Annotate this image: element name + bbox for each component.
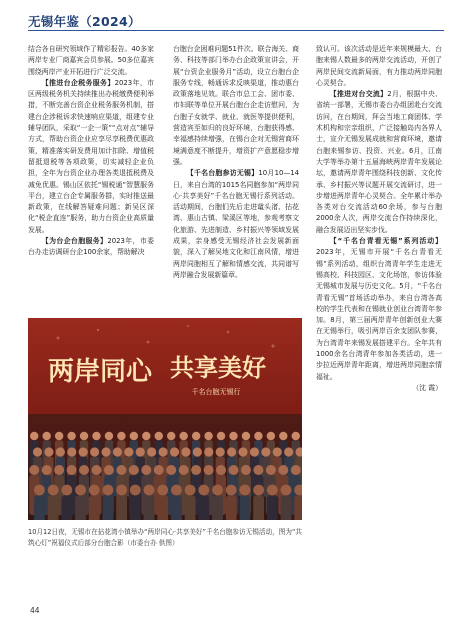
crowd-person-head (48, 485, 59, 496)
crowd-person-head (170, 447, 179, 456)
crowd-person-body (281, 495, 292, 520)
yearbook-title: 无锡年鉴（2024） (28, 14, 141, 29)
crowd-person-body (157, 495, 168, 520)
crowd-person-head (250, 447, 259, 456)
photo-title-right: 共享美好 (170, 353, 266, 382)
crowd-person-head (33, 447, 42, 456)
crowd-person-head (155, 432, 163, 440)
crowd-person-head (79, 465, 89, 475)
crowd-person-body (185, 495, 196, 520)
crowd-person-head (79, 447, 88, 456)
crowd-person-head (261, 447, 270, 456)
author-signature: （沈 霞） (412, 383, 442, 392)
crowd-person-body (34, 495, 45, 520)
crowd-person-head (124, 447, 133, 456)
crowd-person-head (117, 432, 125, 440)
crowd-person-head (217, 432, 225, 440)
crowd-person-head (241, 465, 251, 475)
crowd-person-head (291, 465, 301, 475)
crowd-person-head (267, 485, 278, 496)
crowd-person-head (67, 432, 75, 440)
crowd-person-head (204, 465, 214, 475)
crowd-person-body (75, 495, 86, 520)
section-paragraph (173, 168, 299, 281)
crowd-person-head (147, 447, 156, 456)
crowd-person-head (42, 432, 50, 440)
crowd-person-head (103, 485, 114, 496)
crowd-person-head (204, 432, 212, 440)
section-body: 10月10—14日，来自台湾的1015名同胞参加“两岸同心·共享美好”千名台胞无锡行系列活动。活动期间，台胞们先后走进鼋头渚、拈花湾、惠山古镇、梁溪区等地，参观考察文化旅游、先进制造、乡村振兴等领域发展成果，亲身感受无锡经济社会发展新面貌，深入了解吴地文化和江南风情，增进两岸同胞相互了解和情感交流，共同谱写两岸融合发展新篇章。 (173, 169, 299, 279)
crowd-person-head (90, 447, 99, 456)
crowd-person-body (103, 495, 114, 520)
crowd-person-head (104, 465, 114, 475)
event-photo (28, 318, 302, 520)
crowd-person-body (144, 495, 155, 520)
crowd-person-head (75, 485, 86, 496)
crowd-person-head (281, 485, 292, 496)
crowd-person-head (89, 485, 100, 496)
crowd-person-body (226, 495, 237, 520)
crowd-person-head (253, 485, 264, 496)
crowd-person-head (216, 465, 226, 475)
body-paragraph: 致认可。该次活动是近年来规模最大、台胞来锡人数最多的两岸交流活动，开创了两岸民间交流新局面，有力推动两岸同胞心灵契合。 (316, 45, 442, 87)
crowd-person-head (44, 447, 53, 456)
text-column-1 (28, 44, 154, 259)
crowd-person-head (136, 447, 145, 456)
text-column-3 (316, 44, 442, 604)
section-body: 2月，根据中央、省统一部署，无锡市委台办组团赴台交流访问，在台期间，拜会当地工商团体、学术机构和宗亲组织，广泛接触岛内各界人士，宣介无锡发展成就和营商环境，邀请台胞来锡参访、投资、兴业。6月，江南大学等举办第十五届海峡两岸青年发展论坛，邀请两岸青年围绕科技创新、文化传承、乡村振兴等议题开展交流研讨，进一步增进两岸青年心灵契合。全年累计举办各类对台交流活动60余场，参与台胞2000余人次，两岸交流合作持续深化，融合发展迈出坚实步伐。 (316, 90, 442, 234)
crowd-person-head (216, 447, 225, 456)
crowd-person-head (141, 465, 151, 475)
crowd-person-head (157, 485, 168, 496)
section-heading: 【为台企台胞服务】 (41, 237, 108, 246)
crowd-person-head (116, 465, 126, 475)
crowd-person-head (279, 432, 287, 440)
section-body: 2023年，市委台办走访调研台企100余家，帮助解决 (28, 237, 154, 257)
section-heading: 【推进对台交流】 (329, 90, 388, 99)
crowd-person-head (61, 485, 72, 496)
section-paragraph (316, 236, 442, 383)
crowd-person-head (67, 447, 76, 456)
crowd-person-head (185, 485, 196, 496)
crowd-person-head (242, 432, 250, 440)
crowd-person-head (254, 432, 262, 440)
crowd-person-head (154, 465, 164, 475)
crowd-person-head (56, 447, 65, 456)
crowd-person-body (240, 495, 251, 520)
crowd-person-head (238, 447, 247, 456)
crowd-person-body (212, 495, 223, 520)
crowd-person-head (80, 432, 88, 440)
crowd-person-body (130, 495, 141, 520)
crowd-person-head (129, 465, 139, 475)
crowd-person-body (198, 495, 209, 520)
crowd-person-body (61, 495, 72, 520)
crowd-person-head (226, 485, 237, 496)
crowd-person-head (34, 485, 45, 496)
crowd-person-body (89, 495, 100, 520)
crowd-person-head (92, 432, 100, 440)
crowd-person-head (130, 485, 141, 496)
crowd-person-head (227, 447, 236, 456)
crowd-person-head (158, 447, 167, 456)
crowd-person-body (48, 495, 59, 520)
crowd-person-body (116, 495, 127, 520)
photo-title-left: 两岸同心 (47, 357, 153, 387)
section-heading: 【推进台企税务服务】 (41, 78, 115, 87)
crowd-person-head (30, 432, 38, 440)
crowd-person-head (130, 432, 138, 440)
crowd-person-head (55, 432, 63, 440)
text-column-2 (173, 44, 299, 281)
crowd-person-head (113, 447, 122, 456)
group-photo-illustration (28, 318, 302, 520)
photo-subtitle: 千名台胞无锡行 (191, 388, 241, 396)
photo-caption: 10月12日夜，无锡市在拈花湾小镇举办“两岸同心·共享美好”千名台胞参访无锡活动，图为“共筑心灯”祝福仪式后部分台胞合影（市委台办 供图） (28, 528, 302, 547)
header-rule (28, 30, 444, 31)
crowd-person-head (179, 465, 189, 475)
crowd-person-head (273, 447, 282, 456)
crowd-person-head (171, 485, 182, 496)
crowd-person-head (116, 485, 127, 496)
crowd-person-head (229, 432, 237, 440)
crowd-person-body (253, 495, 264, 520)
crowd-person-head (144, 485, 155, 496)
page-header (28, 10, 444, 32)
section-paragraph (316, 89, 442, 236)
crowd-person-head (54, 465, 64, 475)
body-paragraph: 结合各自研究领域作了精彩报告。40多家两岸专业厂商嘉宾会员参展。50多位嘉宾围绕两岸产业开拓进行广泛交流。 (28, 45, 154, 76)
crowd-person-head (105, 432, 113, 440)
crowd-person-head (142, 432, 150, 440)
crowd-person-head (92, 465, 102, 475)
crowd-person-head (204, 447, 213, 456)
section-paragraph (28, 78, 154, 236)
crowd-person-head (229, 465, 239, 475)
section-heading: 【“千名台青看无锡”系列活动】 (329, 237, 442, 246)
crowd-person-head (193, 447, 202, 456)
crowd-person-head (179, 432, 187, 440)
crowd-person-head (284, 447, 293, 456)
body-paragraph: 台胞台企困难问题51件次。联合海关、商务、科技等部门举办台企政策宣讲会，开展“台资企业服务月”活动，设立台胞台企服务专线，畅通诉求反映渠道，推动惠台政策落地见效。联合市总工会、团市委、市妇联等单位开展台胞台企走访慰问，为台胞子女就学、就业、就医等提供便利，营造宾至如归的良好环境，台胞获得感、幸福感持续增强，在锡台企对无锡营商环境满意度不断提升，增资扩产意愿稳步增强。 (173, 45, 299, 166)
crowd-person-head (198, 485, 209, 496)
crowd-person-head (278, 465, 288, 475)
crowd-person-head (192, 432, 200, 440)
crowd-person-head (166, 465, 176, 475)
section-body: 2023年，市区两级税务机关持续推出办税缴费便利举措，不断完善台资企业税务服务机制，搭建台企涉税诉求快速响应渠道，组建专业辅导团队，采取“一企一策”“点对点”辅导方式，帮助台资企业应享尽享税费优惠政策，精准落实研发费用加计扣除、增值税留抵退税等各项政策，切实减轻企业负担，全年为台资企业办理各类退抵税费及减免优惠。锡山区依托“锡税通”智慧服务平台，建立台企专属服务群，实时推送最新政策，在线解答疑难问题；新吴区深化“税企直连”服务，助力台资企业高质量发展。 (28, 78, 154, 234)
crowd-person-head (29, 465, 39, 475)
crowd-person-body (267, 495, 278, 520)
crowd-person-body (294, 495, 302, 520)
section-heading: 【千名台胞参访无锡】 (186, 169, 259, 178)
crowd-person-head (266, 465, 276, 475)
crowd-person-head (253, 465, 263, 475)
crowd-person-body (171, 495, 182, 520)
section-paragraph (28, 236, 154, 259)
page-number: 44 (30, 606, 40, 615)
crowd-person-head (212, 485, 223, 496)
crowd-person-head (267, 432, 275, 440)
section-body: 2023年，无锡市开展“千名台青看无锡”系列活动，组织台湾青年学生走进无锡高校、科技园区、文化场馆，参访体验无锡城市发展与历史文化。5月，“千名台青看无锡”首场活动举办，来自台湾各高校的学生代表和在锡就业创业台湾青年参加。8月，第三届两岸青年创新创业大赛在无锡举行，吸引两岸百余支团队参赛，为台湾青年来锡发展搭建平台。全年共有1000余名台湾青年参加各类活动，进一步拉近两岸青年距离，增进两岸同胞亲情福祉。 (316, 248, 442, 381)
crowd-person-head (101, 447, 110, 456)
crowd-person-head (292, 432, 300, 440)
crowd-person-head (191, 465, 201, 475)
crowd-person-head (240, 485, 251, 496)
crowd-person-head (167, 432, 175, 440)
crowd-person-head (42, 465, 52, 475)
crowd-person-head (67, 465, 77, 475)
crowd-person-head (181, 447, 190, 456)
